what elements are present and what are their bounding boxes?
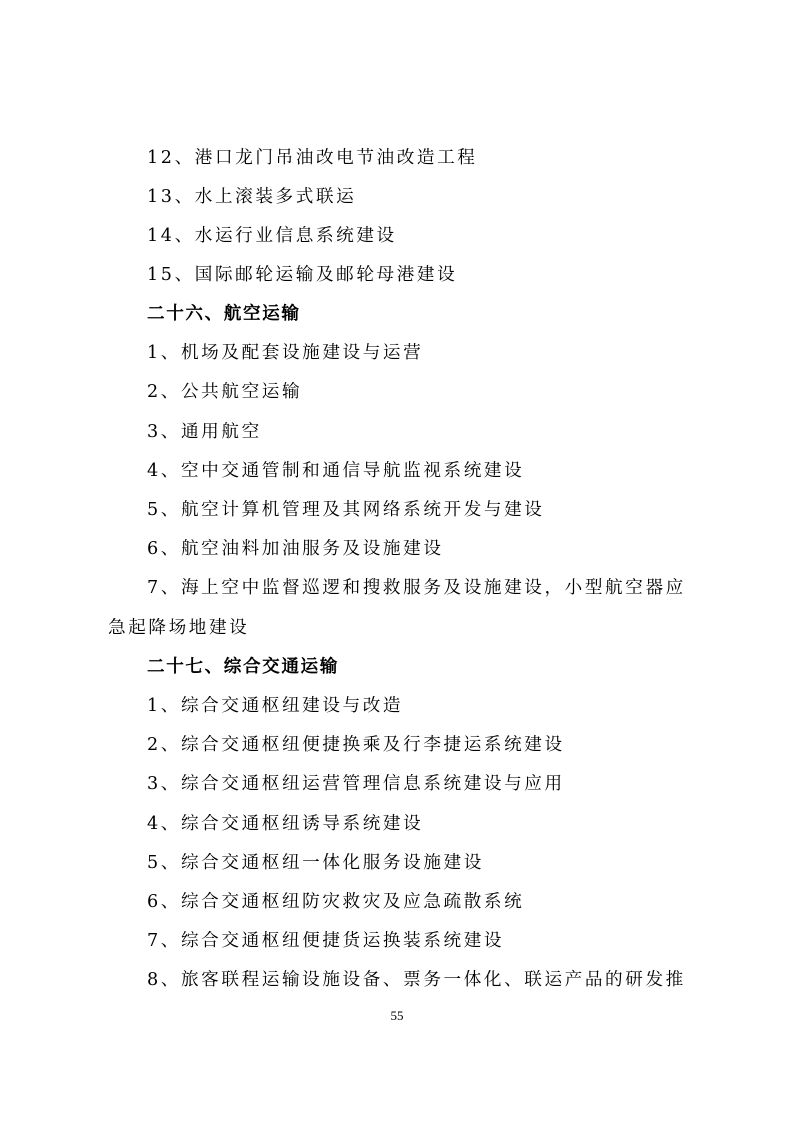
list-item: 2、综合交通枢纽便捷换乘及行李捷运系统建设: [147, 735, 565, 755]
list-item: 8、旅客联程运输设施设备、票务一体化、联运产品的研发推: [147, 970, 686, 990]
list-item: 3、通用航空: [147, 422, 262, 442]
page-number: 55: [390, 1008, 404, 1023]
list-item-14-waterway-info-system: 14、水运行业信息系统建设: [147, 226, 397, 246]
list-item: 1、机场及配套设施建设与运营: [147, 343, 424, 363]
list-item: 4、综合交通枢纽诱导系统建设: [147, 814, 424, 834]
list-item: 5、航空计算机管理及其网络系统开发与建设: [147, 500, 545, 520]
section-heading-aviation: 二十六、航空运输: [147, 304, 301, 324]
list-item: 3、综合交通枢纽运营管理信息系统建设与应用: [147, 774, 565, 794]
list-item-12-port-gantry-crane: 12、港口龙门吊油改电节油改造工程: [147, 148, 478, 168]
list-item: 6、航空油料加油服务及设施建设: [147, 539, 444, 559]
list-item-15-cruise-home-port: 15、国际邮轮运输及邮轮母港建设: [147, 265, 458, 285]
list-item-7-line-2: 急起降场地建设: [108, 618, 250, 638]
list-item-7-line-1: 7、海上空中监督巡逻和搜救服务及设施建设，小型航空器应: [147, 578, 686, 598]
list-item-13-roro-multimodal: 13、水上滚装多式联运: [147, 187, 357, 207]
list-item: 1、综合交通枢纽建设与改造: [147, 696, 404, 716]
list-item: 2、公共航空运输: [147, 382, 303, 402]
list-item: 4、空中交通管制和通信导航监视系统建设: [147, 461, 525, 481]
list-item: 7、综合交通枢纽便捷货运换装系统建设: [147, 931, 505, 951]
list-item: 5、综合交通枢纽一体化服务设施建设: [147, 853, 484, 873]
section-heading-integrated-transport: 二十七、综合交通运输: [147, 657, 339, 677]
list-item: 6、综合交通枢纽防灾救灾及应急疏散系统: [147, 892, 525, 912]
